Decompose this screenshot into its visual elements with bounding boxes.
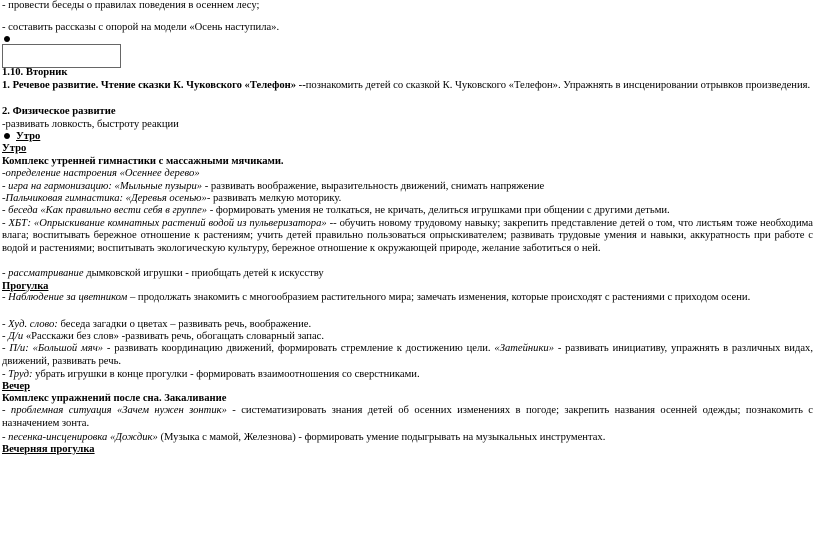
exercise-heading: Комплекс утренней гимнастики с массажными мячиками. bbox=[2, 155, 284, 167]
goal-line-stories: - составить рассказы с опорой на модели «Осень наступила». bbox=[2, 22, 280, 34]
evening-walk-heading: Вечерняя прогулка bbox=[2, 444, 95, 456]
evening-heading: Вечер bbox=[2, 381, 31, 393]
harmonization-line: - игра на гармонизацию: «Мыльные пузыри» - развивать воображение, выразительность движений, снимать напряжение bbox=[2, 180, 545, 192]
walk-heading: Прогулка bbox=[2, 280, 49, 292]
paragraph-observation: - Наблюдение за цветником – продолжать знакомить с многообразием растительного мира; замечать изменения, которые происходят с растениями с приходом осени. bbox=[2, 292, 751, 304]
paragraph-outdoor-game: - П/и: «Большой мяч» - развивать координацию движений, формировать стремление к достижению цели. «Затейники» - развивать инициативу, упражнять в различных видах, движений, развивать речь. bbox=[2, 343, 813, 367]
date-heading: 1.10. Вторник bbox=[2, 67, 68, 79]
morning-bullet-heading: Утро bbox=[2, 131, 40, 144]
exercise-after-sleep-heading: Комплекс упражнений после сна. Закаливание bbox=[2, 392, 227, 404]
physical-text: -развивать ловкость, быстроту реакции bbox=[2, 118, 179, 130]
bullet-icon bbox=[4, 36, 10, 42]
song-line: - песенка-инсценировка «Дождик» (Музыка с мамой, Железнова) - формировать умение подыгрывать на музыкальных инструментах. bbox=[2, 431, 606, 443]
paragraph-household-labor: - ХБТ: «Опрыскивание комнатных растений водой из пульверизатора» -- обучить новому трудовому навыку; закрепить представление детей о том, что листьям тоже необходима влага; воспитывать бережное отношение к растениям; учить детей правильно пользоваться опрыскивателем; развивать трудовые умения и навыки, аккуратность при работе с водой и растениями; воспитывать экологическую культуру, бережное отношение к окружающей природе, желание заботиться о ней. bbox=[2, 217, 813, 254]
didactic-game-line: - Д/и «Расскажи без слов» -развивать речь, обогащать словарный запас. bbox=[2, 330, 325, 342]
mood-line: -определение настроения «Осеннее дерево» bbox=[2, 168, 200, 180]
conversation-line: - беседа «Как правильно вести себя в группе» - формировать умения не толкаться, не кричать, делиться игрушками при общении с другими детьми. bbox=[2, 205, 670, 217]
morning-heading: Утро bbox=[2, 143, 27, 155]
physical-heading: 2. Физическое развитие bbox=[2, 106, 116, 118]
goal-line-talks: - провести беседы о правилах поведения в осеннем лесу; bbox=[2, 0, 260, 11]
bullet-icon bbox=[4, 133, 10, 139]
paragraph-problem-situation: - проблемная ситуация «Зачем нужен зонтик» - систематизировать знания детей об осенних изменениях в погоде; закрепить названия осенней одежды; познакомить с назначением зонта. bbox=[2, 405, 814, 429]
speech-text: познакомить детей со сказкой К. Чуковского «Телефон». Упражнять в инсценировании отрывков произведения. bbox=[305, 79, 811, 91]
labor-line: - Труд: убрать игрушки в конце прогулки - формировать взаимоотношения со сверстниками. bbox=[2, 368, 420, 380]
paragraph-speech-development bbox=[2, 80, 813, 93]
finger-gymnastics-line: -Пальчиковая гимнастика: «Деревья осенью»- развивать мелкую моторику. bbox=[2, 192, 342, 204]
empty-table-cell bbox=[2, 44, 121, 68]
speech-heading: 1. Речевое развитие. Чтение сказки К. Чуковского «Телефон» -- bbox=[2, 79, 306, 91]
art-word-line: - Худ. слово: беседа загадки о цветах – развивать речь, воображение. bbox=[2, 318, 312, 330]
toy-viewing-line: - рассматривание дымковской игрушки - приобщать детей к искусству bbox=[2, 268, 324, 280]
